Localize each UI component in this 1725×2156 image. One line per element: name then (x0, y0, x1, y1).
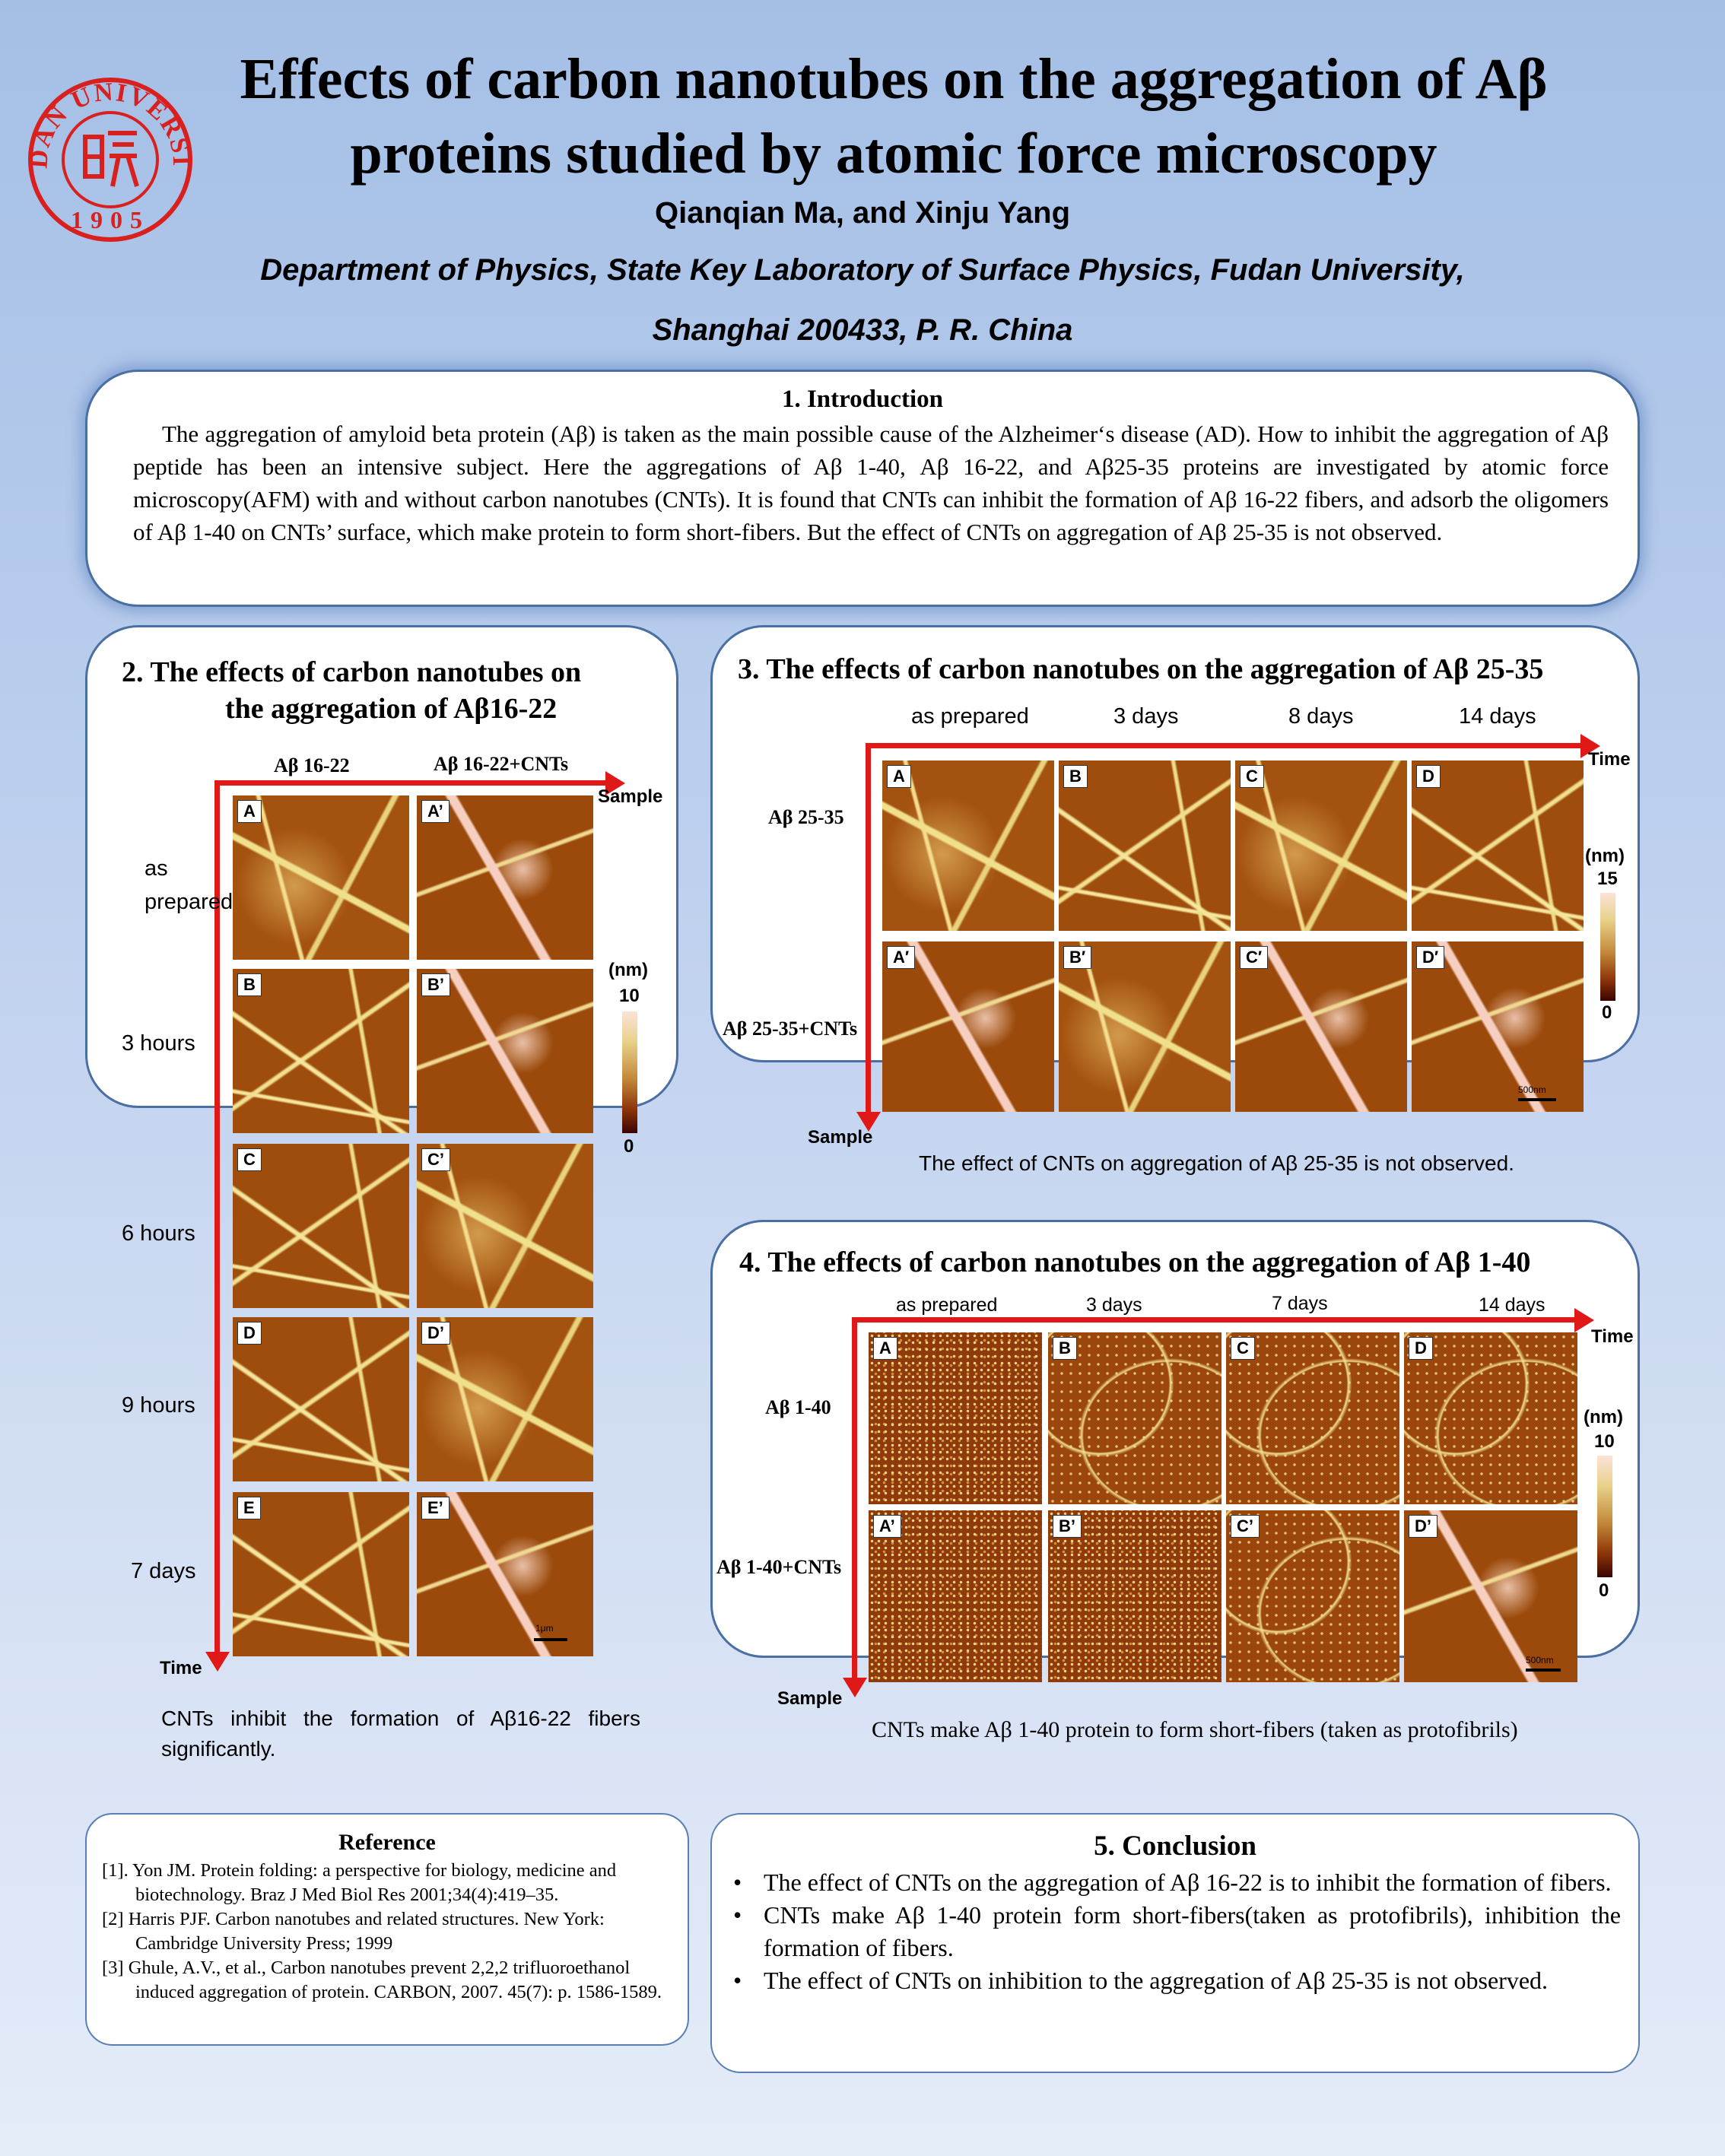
conclusion-box (710, 1813, 1640, 2073)
s3-colorbar-min: 0 (1602, 1002, 1612, 1023)
s3-col-label-2: 3 days (1113, 704, 1179, 729)
s4-time-arrow (852, 1317, 1577, 1322)
afm-image-s3-C-prime: C′ (1235, 941, 1407, 1112)
s4-colorbar-min: 0 (1599, 1580, 1609, 1601)
afm-image-s3-C: C (1235, 760, 1407, 931)
s3-col-label-4: 14 days (1459, 704, 1536, 729)
afm-image-s2-E-prime: E’ 1μm (417, 1492, 593, 1656)
s3-col-label-1: as prepared (911, 704, 1029, 729)
introduction-title: 1. Introduction (781, 386, 944, 413)
reference-item-1: [1]. Yon JM. Protein folding: a perspective for biology, medicine and biotechnology. Braz J Med Biol Res 2001;34(4):419–35. (102, 1860, 617, 1905)
s4-sample-arrowhead (843, 1678, 867, 1697)
reference-list (102, 1859, 672, 2005)
poster-title-line1: Effects of carbon nanotubes on the aggregation of Aβ (240, 47, 1548, 111)
conclusion-list (727, 1866, 1621, 1997)
s4-caption: CNTs make Aβ 1-40 protein to form short-fibers (taken as protofibrils) (872, 1717, 1518, 1742)
s4-colorbar-unit: (nm) (1584, 1407, 1623, 1427)
s3-time-arrow (866, 743, 1584, 748)
s3-sample-axis-label: Sample (808, 1127, 873, 1148)
afm-image-s3-B-prime: B′ (1059, 941, 1231, 1112)
s4-time-axis-label: Time (1591, 1326, 1634, 1347)
conclusion-item-2: CNTs make Aβ 1-40 protein form short-fibers(taken as protofibrils), inhibition the formation of fibers. (764, 1901, 1621, 1961)
reference-item-3: [3] Ghule, A.V., et al., Carbon nanotubes prevent 2,2,2 trifluoroethanol induced aggregation of protein. CARBON, 2007. 45(7): p. 1586-1589. (102, 1958, 662, 2002)
afm-image-s4-B: B (1048, 1332, 1221, 1504)
s2-colorbar-unit: (nm) (608, 960, 648, 980)
s2-row-label-2: 3 hours (122, 1031, 195, 1056)
s2-col-label-1: Aβ 16-22 (274, 754, 350, 776)
introduction-box (85, 370, 1640, 607)
s2-col-label-2: Aβ 16-22+CNTs (434, 753, 569, 775)
s3-sample-arrow (866, 743, 871, 1116)
logo-top-text: DAN UNIVERSI (24, 78, 196, 170)
s2-caption: CNTs inhibit the formation of Aβ16-22 fibers significantly. (161, 1707, 640, 1761)
reference-box (85, 1813, 689, 2046)
s4-scalebar-label: 500nm (1526, 1655, 1554, 1665)
s2-scalebar-label: 1μm (535, 1623, 554, 1634)
s2-colorbar-max: 10 (619, 986, 640, 1006)
afm-image-s2-B: B (233, 969, 409, 1133)
afm-image-s3-B: B (1059, 760, 1231, 931)
afm-image-s4-A-prime: A’ (869, 1510, 1042, 1682)
conclusion-item-3: The effect of CNTs on inhibition to the aggregation of Aβ 25-35 is not observed. (764, 1967, 1549, 1994)
conclusion-title: 5. Conclusion (1094, 1831, 1256, 1862)
s3-scalebar-label: 500nm (1518, 1084, 1546, 1095)
section4-title: 4. The effects of carbon nanotubes on the aggregation of Aβ 1-40 (739, 1246, 1531, 1278)
conclusion-item-1: The effect of CNTs on the aggregation of Aβ 16-22 is to inhibit the formation of fibers. (764, 1869, 1612, 1896)
afm-image-s3-D: D (1412, 760, 1584, 931)
s2-time-arrowhead (205, 1652, 230, 1672)
afm-image-s3-A-prime: A′ (882, 941, 1054, 1112)
s4-scalebar (1526, 1669, 1561, 1672)
bullet-icon: • (733, 1967, 742, 1994)
afm-image-s2-E: E (233, 1492, 409, 1656)
s2-time-axis-label: Time (160, 1658, 202, 1678)
affiliation-line1: Department of Physics, State Key Laboratory of Surface Physics, Fudan University, (260, 253, 1465, 287)
s3-row-label-2: Aβ 25-35+CNTs (723, 1018, 858, 1040)
afm-image-s2-D: D (233, 1317, 409, 1481)
authors: Qianqian Ma, and Xinju Yang (654, 196, 1070, 230)
s2-colorbar-min: 0 (624, 1136, 634, 1157)
afm-image-s4-A: A (869, 1332, 1042, 1504)
afm-image-s2-C: C (233, 1144, 409, 1308)
s4-colorbar-max: 10 (1594, 1431, 1615, 1452)
afm-image-s2-D-prime: D’ (417, 1317, 593, 1481)
s3-scalebar (1518, 1098, 1556, 1101)
s4-col-label-3: 7 days (1272, 1293, 1328, 1314)
s2-row-label-1: as prepared (145, 856, 233, 914)
bullet-icon: • (733, 1901, 742, 1929)
afm-image-s4-D-prime: D’ 500nm (1404, 1510, 1577, 1682)
s4-col-label-1: as prepared (896, 1294, 998, 1316)
afm-image-s4-B-prime: B’ (1048, 1510, 1221, 1682)
s4-row-label-2: Aβ 1-40+CNTs (716, 1556, 842, 1578)
afm-image-s3-A: A (882, 760, 1054, 931)
s4-col-label-2: 3 days (1086, 1294, 1142, 1316)
section2-title-line1: 2. The effects of carbon nanotubes on (122, 656, 582, 688)
afm-image-s4-C: C (1226, 1332, 1399, 1504)
afm-image-s3-D-prime: D′ 500nm (1412, 941, 1584, 1112)
s2-sample-axis-label: Sample (598, 786, 663, 807)
s3-time-axis-label: Time (1588, 749, 1631, 770)
reference-title: Reference (338, 1830, 436, 1855)
s3-caption: The effect of CNTs on aggregation of Aβ 25-35 is not observed. (919, 1151, 1514, 1175)
s2-scalebar (534, 1638, 567, 1641)
s2-row-label-4: 9 hours (122, 1393, 195, 1418)
bullet-icon: • (733, 1869, 742, 1896)
s3-colorbar-unit: (nm) (1585, 846, 1625, 866)
poster-title-line2: proteins studied by atomic force microscopy (350, 122, 1438, 186)
introduction-text: The aggregation of amyloid beta protein (Aβ) is taken as the main possible cause of the Alzheimer‘s disease (AD). How to inhibit the aggregation of Aβ peptide has been an intensive subject. Here the aggregations of Aβ 1-40, Aβ 16-22, and Aβ25-35 proteins are investigated by atomic force microscopy(AFM) with and without carbon nanotubes (CNTs). It is found that CNTs can inhibit the formation of Aβ 16-22 fibers, and adsorb the oligomers of Aβ 1-40 on CNTs’ surface, which make protein to form short-fibers. But the effect of CNTs on aggregation of Aβ 25-35 is not observed. (133, 421, 1609, 545)
afm-image-s4-C-prime: C’ (1226, 1510, 1399, 1682)
reference-item-2: [2] Harris PJF. Carbon nanotubes and related structures. New York: Cambridge University Press; 1999 (102, 1909, 605, 1954)
s4-col-label-4: 14 days (1479, 1294, 1546, 1316)
s4-sample-axis-label: Sample (777, 1688, 843, 1709)
s3-colorbar (1600, 893, 1615, 1001)
afm-image-s2-B-prime: B’ (417, 969, 593, 1133)
afm-image-s2-A-prime: A’ (417, 795, 593, 960)
s2-colorbar (622, 1011, 637, 1133)
s2-row-label-5: 7 days (131, 1559, 196, 1583)
s2-row-label-3: 6 hours (122, 1221, 195, 1246)
s4-row-label-1: Aβ 1-40 (765, 1396, 831, 1418)
s4-colorbar (1597, 1456, 1612, 1577)
section3-title: 3. The effects of carbon nanotubes on the aggregation of Aβ 25-35 (738, 653, 1544, 685)
afm-image-s2-C-prime: C’ (417, 1144, 593, 1308)
s3-colorbar-max: 15 (1597, 868, 1618, 889)
s4-sample-arrow (852, 1317, 857, 1681)
s2-sample-arrow (214, 780, 608, 786)
afm-image-s2-A: A (233, 795, 409, 960)
s3-col-label-3: 8 days (1288, 704, 1354, 729)
afm-image-s4-D: D (1404, 1332, 1577, 1504)
s3-row-label-1: Aβ 25-35 (768, 806, 844, 828)
section2-title-line2: the aggregation of Aβ16-22 (225, 693, 558, 725)
logo-year: 1905 (71, 206, 150, 233)
affiliation-line2: Shanghai 200433, P. R. China (652, 313, 1073, 347)
